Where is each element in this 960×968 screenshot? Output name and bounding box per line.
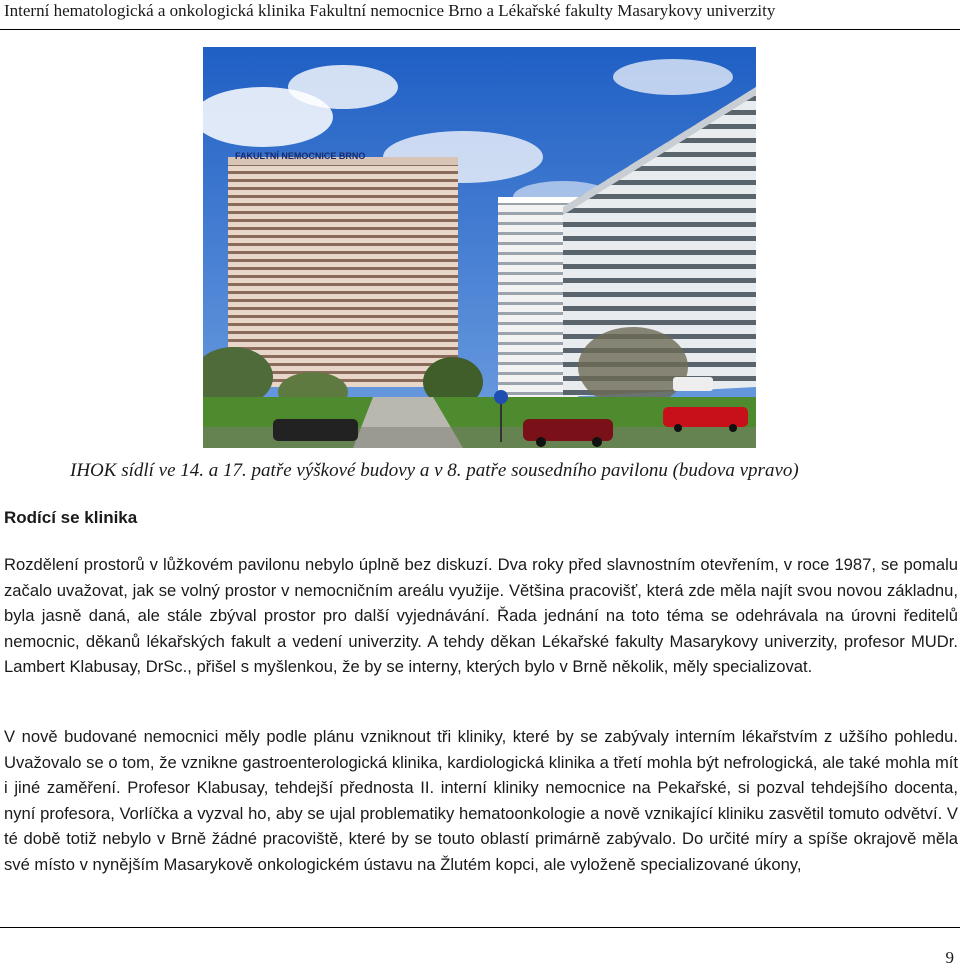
paragraph-1: Rozdělení prostorů v lůžkovém pavilonu nebylo úplně bez diskuzí. Dva roky před slavnostním otevřením, v roce 1987, se pomalu začalo uvažovat, jak se volný prostor v nemocničním areálu využije. Většina pracovišť, která zde měla najít svou novou základnu, byla jasně daná, ale stále zbýval prostor pro další vyjednávání. Řada jednání na toto téma se odehrávala na úrovni ředitelů nemocnic, děkanů lékařských fakult a vedení univerzity. A tehdy děkan Lékařské fakulty Masarykovy univerzity, profesor MUDr. Lambert Klabusay, DrSc., přišel s myšlenkou, že by se interny, kterých bylo v Brně několik, měly specializovat. xyxy=(4,555,958,676)
photo-caption: IHOK sídlí ve 14. a 17. patře výškové budovy a v 8. patře sousedního pavilonu (budova vpravo) xyxy=(70,460,799,481)
paragraph-2: V nově budované nemocnici měly podle plánu vzniknout tři kliniky, které by se zabývaly interním lékařstvím z užšího pohledu. Uvažovalo se o tom, že vznikne gastroenterologická klinika, kardiologická klinika a třetí mohla být nefrologická, ale také mohla mít i jiné zaměření. Profesor Klabusay, tehdejší přednosta II. interní kliniky nemocnice na Pekařské, si pozval tehdejšího docenta, nyní profesora, Vorlíčka a vyzval ho, aby se ujal problematiky hematoonkologie a nově vznikající kliniku zasvětil tomuto odvětví. V té době totiž nebylo v Brně žádné pracoviště, které by se touto oblastí primárně zabývalo. Do určité míry a spíše okrajově měla své místo v nynějším Masarykově onkologickém ústavu na Žlutém kopci, ale vyloženě specializované úkony, xyxy=(4,727,958,874)
second-red-car xyxy=(663,407,748,427)
hospital-building-photo xyxy=(203,47,756,448)
footer-divider xyxy=(0,927,960,928)
hospital-sign-text: FAKULTNÍ NEMOCNICE BRNO xyxy=(235,151,366,161)
header-divider xyxy=(0,29,960,30)
dark-car xyxy=(273,419,358,441)
section-heading: Rodící se klinika xyxy=(4,508,138,527)
main-tower xyxy=(228,157,458,387)
running-header: Interní hematologická a onkologická klinika Fakultní nemocnice Brno a Lékařské fakulty Masarykovy univerzity xyxy=(4,1,776,20)
page-number: 9 xyxy=(945,948,954,967)
